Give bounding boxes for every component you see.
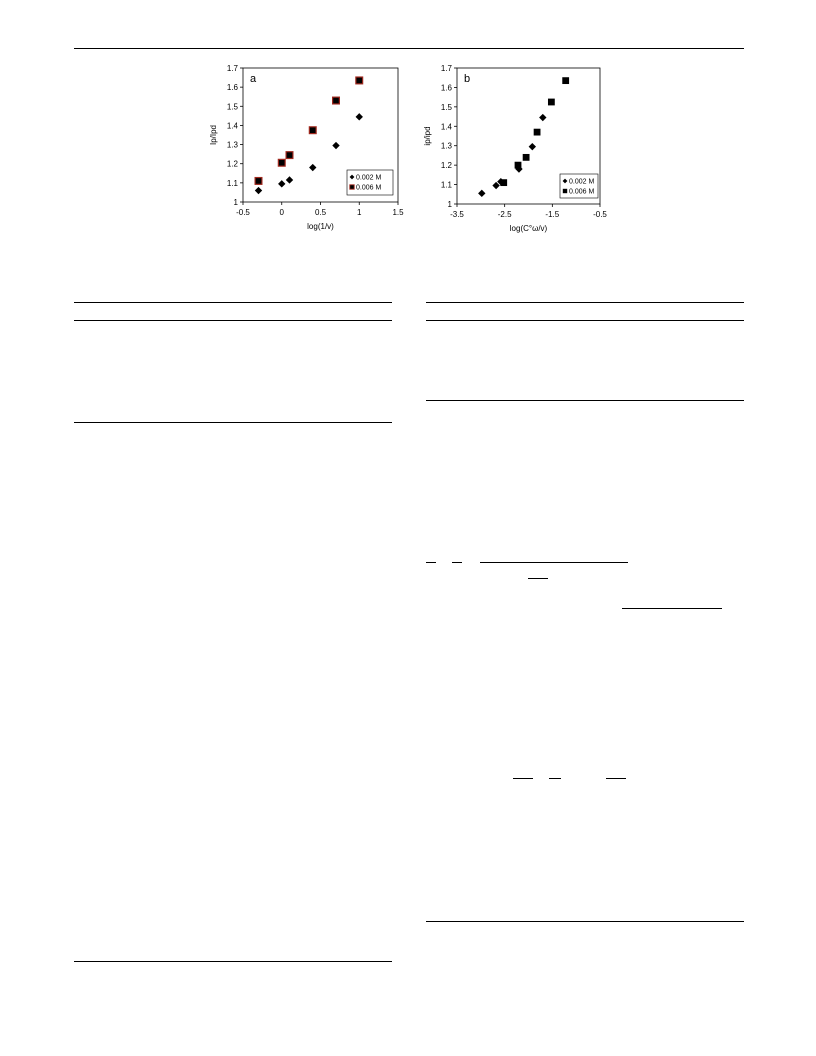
right-table-bottom-rule <box>426 400 744 401</box>
y-tick-label: 1.1 <box>226 178 238 188</box>
y-tick-label: 1.7 <box>440 64 452 73</box>
y-tick-label: 1.7 <box>226 64 238 73</box>
right-table-top-rule <box>426 302 744 303</box>
equation-fraction-bar-6 <box>513 778 533 779</box>
equation-fraction-bar-4 <box>528 578 548 579</box>
x-tick-label: -2.5 <box>497 210 512 219</box>
panel-letter: b <box>464 73 471 85</box>
y-axis-title: ip/ipd <box>423 126 432 146</box>
panel-letter: a <box>250 73 257 85</box>
equation-fraction-bar-7 <box>549 778 561 779</box>
x-tick-label: -0.5 <box>236 208 250 217</box>
x-tick-label: 0 <box>279 208 284 217</box>
data-point <box>255 187 262 194</box>
data-point <box>332 142 339 149</box>
data-point <box>500 179 507 186</box>
left-table-bottom-rule <box>74 422 392 423</box>
equation-fraction-bar-3 <box>480 562 628 563</box>
y-tick-label: 1.3 <box>440 141 452 151</box>
chart-a-svg <box>205 55 420 245</box>
equation-fraction-bar-5 <box>622 608 722 609</box>
equation-fraction-bar-2 <box>452 562 462 563</box>
x-tick-label: 1.5 <box>392 208 404 217</box>
x-tick-label: 1 <box>357 208 362 217</box>
y-tick-label: 1 <box>447 200 452 209</box>
data-point <box>309 164 316 171</box>
data-point <box>562 77 569 84</box>
left-column-end-rule <box>74 961 392 962</box>
legend-label: 0.002 M <box>356 174 382 182</box>
data-point <box>478 190 485 197</box>
header-rule <box>74 48 744 49</box>
data-point <box>523 154 530 161</box>
right-column-end-rule <box>426 921 744 922</box>
data-point <box>548 99 555 106</box>
x-tick-label: -1.5 <box>545 210 560 219</box>
x-axis-title: log(C°ω/v) <box>509 224 548 233</box>
left-table-header-rule <box>74 320 392 321</box>
data-point <box>255 178 262 185</box>
y-tick-label: 1.5 <box>226 102 238 112</box>
y-tick-label: 1.2 <box>226 159 238 169</box>
data-point <box>286 176 293 183</box>
figure-panel-a <box>205 55 420 245</box>
y-tick-label: 1.5 <box>440 102 452 112</box>
data-point <box>356 113 363 120</box>
data-point <box>529 143 536 150</box>
left-table-top-rule <box>74 302 392 303</box>
x-tick-label: -0.5 <box>593 210 607 219</box>
data-point <box>309 127 316 134</box>
y-tick-label: 1.4 <box>226 121 238 131</box>
y-axis-title: Ip/Ipd <box>209 124 218 146</box>
y-tick-label: 1.2 <box>440 161 452 171</box>
y-tick-label: 1.3 <box>226 140 238 150</box>
x-tick-label: -3.5 <box>450 210 464 219</box>
equation-fraction-bar-1 <box>426 562 436 563</box>
data-point <box>286 152 293 159</box>
y-tick-label: 1 <box>233 198 238 207</box>
x-axis-title: log(1/v) <box>307 222 334 231</box>
data-point <box>515 162 522 169</box>
chart-b-svg <box>415 55 615 245</box>
y-tick-label: 1.6 <box>440 83 452 93</box>
data-point <box>278 180 285 187</box>
data-point <box>333 97 340 104</box>
data-point <box>356 77 363 84</box>
y-tick-label: 1.1 <box>440 180 452 190</box>
figure-panel-b <box>415 55 615 245</box>
equation-fraction-bar-8 <box>606 778 626 779</box>
legend-label: 0.006 M <box>356 184 382 192</box>
y-tick-label: 1.6 <box>226 83 238 93</box>
data-point <box>534 129 541 136</box>
data-point <box>539 114 546 121</box>
legend-marker-square <box>563 189 567 193</box>
y-tick-label: 1.4 <box>440 122 452 132</box>
legend-marker-square <box>350 185 354 189</box>
data-point <box>278 159 285 166</box>
x-tick-label: 0.5 <box>314 208 327 217</box>
legend-label: 0.002 M <box>569 178 595 186</box>
legend-label: 0.006 M <box>569 188 595 196</box>
right-table-header-rule <box>426 320 744 321</box>
